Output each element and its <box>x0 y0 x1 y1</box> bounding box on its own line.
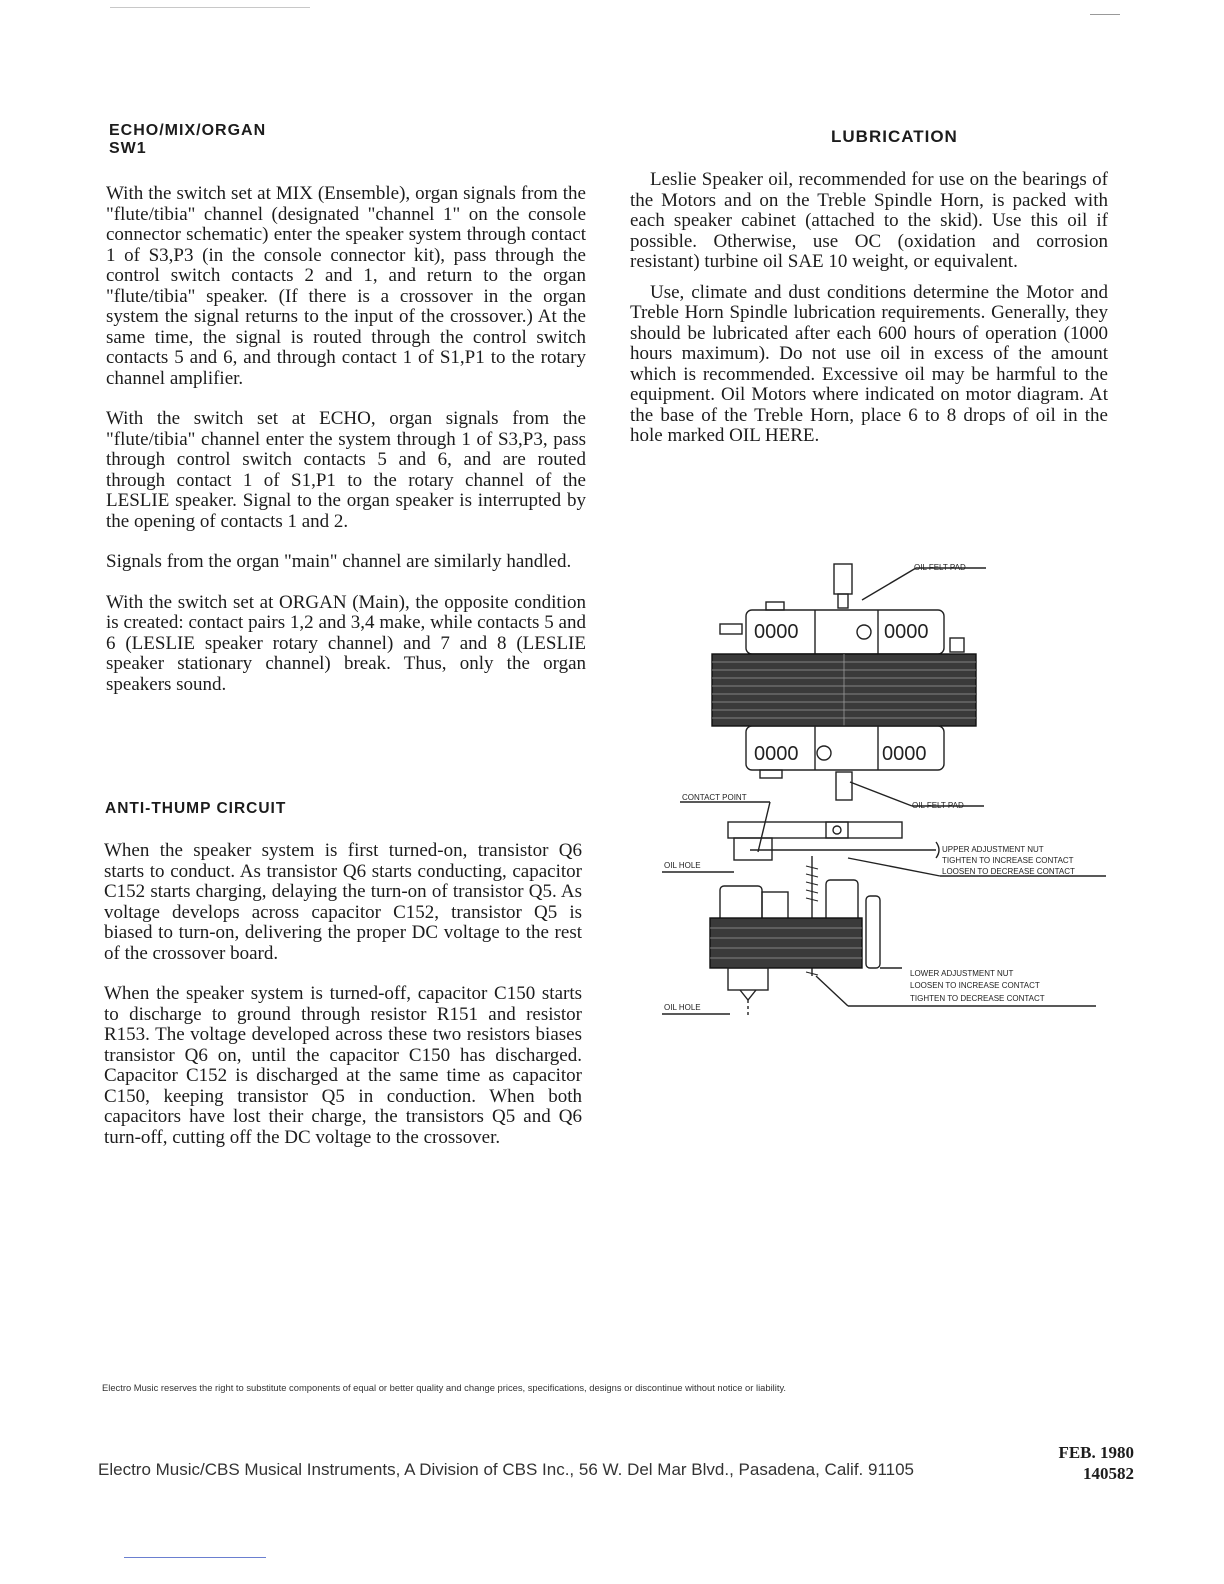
oil-felt-pad-mid-leader <box>850 782 912 806</box>
coil-bottom-right: 0000 <box>882 743 927 765</box>
lower-shaft-bearing <box>817 746 831 760</box>
spring-arm <box>866 896 880 968</box>
switch-description-text <box>106 184 586 715</box>
paragraph-echo: With the switch set at ECHO, organ signals from the "flute/tibia" channel enter the system through 1 of S3,P3, pass through control switch contacts 5 and 6, and are routed through contact 1 of S1,P1 to the rotary channel of the LESLIE speaker. Signal to the organ speaker is interrupted by the opening of contacts 1 and 2. <box>106 408 586 532</box>
paragraph-mix: With the switch set at MIX (Ensemble), organ signals from the "flute/tibia" channel (designated "channel 1" on the console connector schematic) enter the speaker system through contact 1 of S3,P3 (in the console connector kit), pass through the control switch contacts 2 and 1, and return to the organ "flute/tibia" speaker. (If there is a crossover in the organ system the signal returns to the input of the crossover.) At the same time, the signal is routed through the control switch contacts 5 and 6, and through contact 1 of S1,P1 to the rotary channel amplifier. <box>106 183 586 389</box>
coil-bottom-left: 0000 <box>754 743 799 765</box>
footer-disclaimer: Electro Music reserves the right to substitute components of equal or better quality and change prices, specifications, designs or discontinue without notice or liability. <box>102 1382 787 1393</box>
scan-bottom-line <box>124 1557 266 1558</box>
lower-nut-leader <box>816 976 848 1006</box>
oil-hole-upper-bearing <box>734 838 772 860</box>
coil-top-right: 0000 <box>884 621 929 643</box>
bottom-bearing-cone <box>740 990 756 1000</box>
lower-nut-label-1: LOWER ADJUSTMENT NUT <box>910 969 1014 978</box>
paragraph-lubrication-requirements: Use, climate and dust conditions determine the Motor and Treble Horn Spindle lubrication requirements. Generally, they should be lubricated after each 600 hours of operation (1000 hours maximum). Do not use oil in excess of the amount which is recommended. Excessive oil may be harmful to the equipment. Oil Motors where indicated on motor diagram. At the base of the Treble Horn, place 6 to 8 drops of oil in the hole marked OIL HERE. <box>630 281 1108 446</box>
upper-nut-leader <box>848 858 940 876</box>
motor-diagram-svg <box>650 556 1120 1026</box>
footer-address: Electro Music/CBS Musical Instruments, A Division of CBS Inc., 56 W. Del Mar Blvd., Pasadena, Calif. 91105 <box>98 1460 915 1479</box>
paragraph-turn-off: When the speaker system is turned-off, capacitor C150 starts to discharge to ground through resistor R151 and resistor R153. The voltage developed across these two resistors biases transistor Q6 on, until the capacitor C150 has discharged. Capacitor C152 is discharged at the same time as capacitor C150, keeping transistor Q5 in conduction. When both capacitors have lost their charge, the transistors Q5 and Q6 turn-off, cutting off the DC voltage to the crossover. <box>104 983 582 1148</box>
motor-lubrication-diagram <box>650 556 1120 1026</box>
top-shaft-collar <box>838 594 848 608</box>
upper-bracket-right <box>950 638 964 652</box>
bottom-bearing <box>728 968 768 990</box>
anti-thump-text <box>104 841 582 1168</box>
lubrication-text <box>630 170 1108 467</box>
upper-nut-label-3: LOOSEN TO DECREASE CONTACT <box>942 867 1075 876</box>
contact-point-label: CONTACT POINT <box>682 793 747 802</box>
paragraph-leslie-oil: Leslie Speaker oil, recommended for use on the bearings of the Motors and on the Treble Spindle Horn, is packed with each speaker cabinet (attached to the skid). Use this oil if possible. Otherwise, use OC (oxidation and corrosion resistant) turbine oil SAE 10 weight, or equivalent. <box>630 169 1108 272</box>
lower-mount-left <box>760 770 782 778</box>
oil-hole-upper-label: OIL HOLE <box>664 861 701 870</box>
contact-plate <box>728 822 902 838</box>
paragraph-main-channel: Signals from the organ "main" channel are similarly handled. <box>106 551 572 572</box>
upper-shaft-bearing <box>857 625 871 639</box>
footer-date-block <box>1058 1442 1134 1484</box>
lower-laminations <box>710 918 862 968</box>
oil-felt-pad-top-label: OIL FELT PAD <box>914 563 966 572</box>
echo-mix-organ-heading <box>109 122 266 158</box>
contact-point-leader <box>758 802 770 852</box>
upper-mount-left <box>766 602 784 610</box>
coil-top-left: 0000 <box>754 621 799 643</box>
lower-nut-label-2: LOOSEN TO INCREASE CONTACT <box>910 981 1040 990</box>
scan-edge-mark <box>1090 14 1120 15</box>
footer-date: FEB. 1980 <box>1058 1443 1134 1462</box>
footer-doc-number: 140582 <box>1083 1464 1134 1483</box>
lubrication-heading: LUBRICATION <box>831 127 958 146</box>
lower-shaft <box>836 772 852 800</box>
oil-hole-lower-label: OIL HOLE <box>664 1003 701 1012</box>
heading-line-1: ECHO/MIX/ORGAN <box>109 122 267 139</box>
upper-nut-label-1: UPPER ADJUSTMENT NUT <box>942 845 1044 854</box>
heading-line-2: SW1 <box>109 140 147 157</box>
top-shaft <box>834 564 852 594</box>
paragraph-turn-on: When the speaker system is first turned-on, transistor Q6 starts to conduct. As transistor Q6 starts conducting, capacitor C152 starts charging, delaying the turn-on of transistor Q5. As voltage develops across capacitor C152, transistor Q5 is biased to turn-on, delivering the proper DC voltage to the rest of the crossover board. <box>104 840 582 964</box>
oil-felt-pad-top-leader <box>862 568 916 600</box>
scan-edge-line <box>110 7 310 8</box>
upper-nut-label-2: TIGHTEN TO INCREASE CONTACT <box>942 856 1074 865</box>
upper-bracket-left <box>720 624 742 634</box>
lower-bracket-left <box>720 886 762 922</box>
anti-thump-heading: ANTI-THUMP CIRCUIT <box>105 800 287 817</box>
contact-screw <box>833 826 841 834</box>
paragraph-organ: With the switch set at ORGAN (Main), the opposite condition is created: contact pairs 1,2 and 3,4 make, while contacts 5 and 6 (LESLIE speaker rotary channel) and 7 and 8 (LESLIE speaker stationary channel) break. Thus, only the organ speakers sound. <box>106 591 586 695</box>
contact-screw-housing <box>826 822 848 838</box>
contact-lever-tip <box>936 842 939 858</box>
oil-felt-pad-mid-label: OIL FELT PAD <box>912 801 964 810</box>
lower-nut-label-3: TIGHTEN TO DECREASE CONTACT <box>910 994 1045 1003</box>
